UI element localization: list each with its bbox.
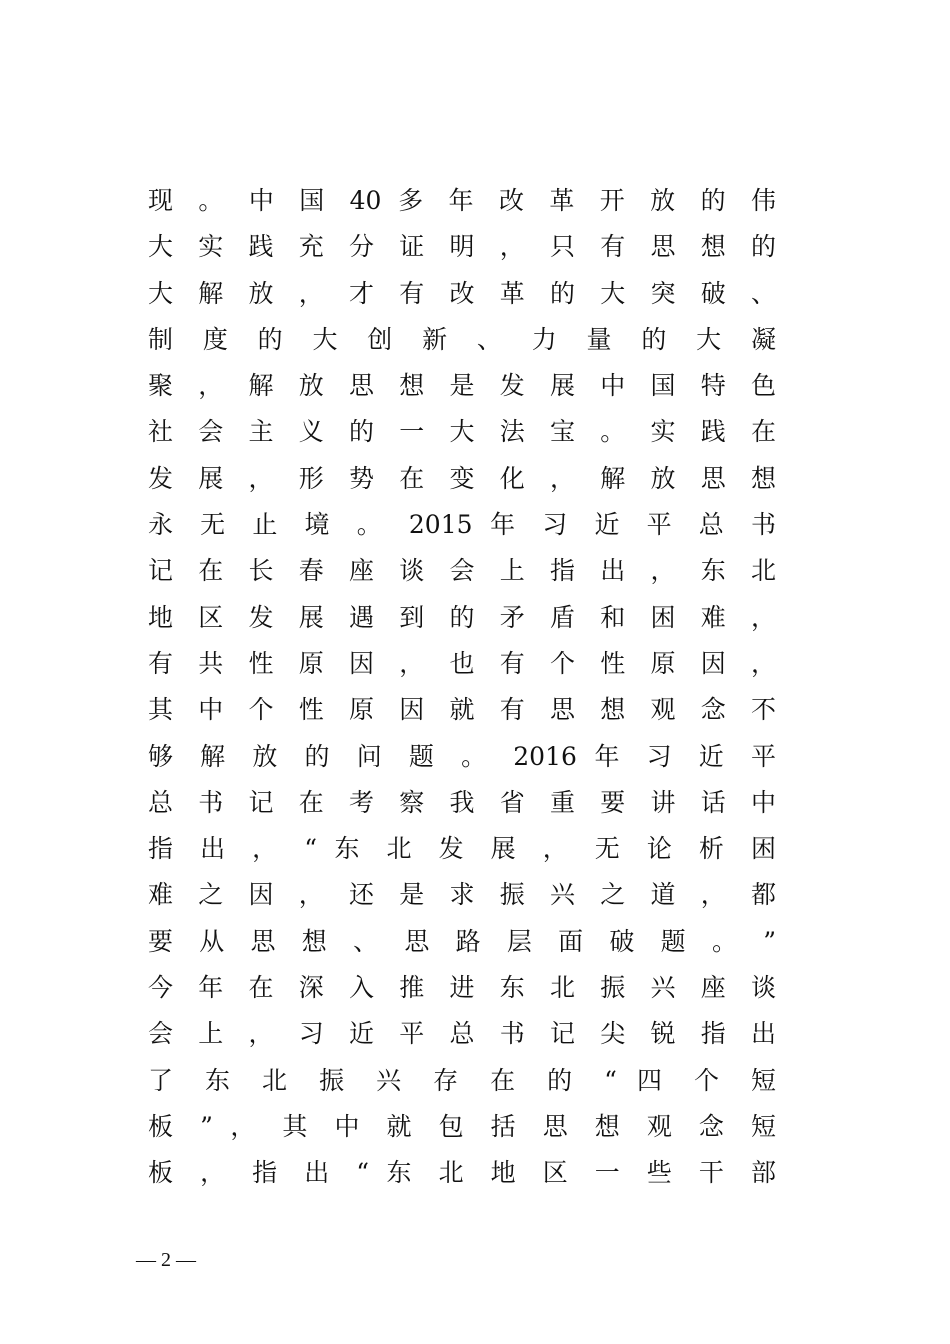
- text-line-16: 难 之 因 ， 还 是 求 振 兴 之 道 ， 都: [148, 880, 776, 910]
- text-line-1: 现 。 中 国 40 多 年 改 革 开 放 的 伟: [148, 186, 776, 215]
- text-line-6: 社 会 主 义 的 一 大 法 宝 。 实 践 在: [148, 417, 776, 447]
- page-number: — 2 —: [136, 1249, 196, 1271]
- text-line-13: 够 解 放 的 问 题 。 2016 年 习 近 平: [148, 741, 776, 771]
- text-line-19: 会 上 ， 习 近 平 总 书 记 尖 锐 指 出: [148, 1019, 776, 1049]
- text-line-5: 聚 ， 解 放 思 想 是 发 展 中 国 特 色: [148, 371, 776, 401]
- text-line-22: 板 ， 指 出 “ 东 北 地 区 一 些 干 部: [148, 1158, 776, 1188]
- text-line-2: 大 实 践 充 分 证 明 ， 只 有 思 想 的: [148, 232, 776, 262]
- text-line-18: 今 年 在 深 入 推 进 东 北 振 兴 座 谈: [148, 973, 776, 1003]
- text-line-8: 永 无 止 境 。 2015 年 习 近 平 总 书: [148, 510, 776, 540]
- text-line-15: 指 出 ， “ 东 北 发 展 ， 无 论 析 困: [148, 834, 776, 864]
- text-line-14: 总 书 记 在 考 察 我 省 重 要 讲 话 中: [148, 787, 776, 817]
- text-line-4: 制 度 的 大 创 新 、 力 量 的 大 凝: [148, 324, 776, 354]
- text-line-11: 有 共 性 原 因 ， 也 有 个 性 原 因 ，: [148, 648, 776, 678]
- body-text: [148, 178, 776, 1197]
- text-line-9: 记 在 长 春 座 谈 会 上 指 出 ， 东 北: [148, 556, 776, 586]
- text-line-3: 大 解 放 ， 才 有 改 革 的 大 突 破 、: [148, 278, 776, 308]
- text-line-20: 了 东 北 振 兴 存 在 的 “ 四 个 短: [148, 1065, 776, 1095]
- text-line-10: 地 区 发 展 遇 到 的 矛 盾 和 困 难 ，: [148, 602, 776, 632]
- text-line-17: 要 从 思 想 、 思 路 层 面 破 题 。 ”: [148, 926, 776, 956]
- text-line-21: 板 ” ， 其 中 就 包 括 思 想 观 念 短: [148, 1111, 776, 1141]
- text-line-7: 发 展 ， 形 势 在 变 化 ， 解 放 思 想: [148, 463, 776, 493]
- text-line-12: 其 中 个 性 原 因 就 有 思 想 观 念 不: [148, 695, 776, 725]
